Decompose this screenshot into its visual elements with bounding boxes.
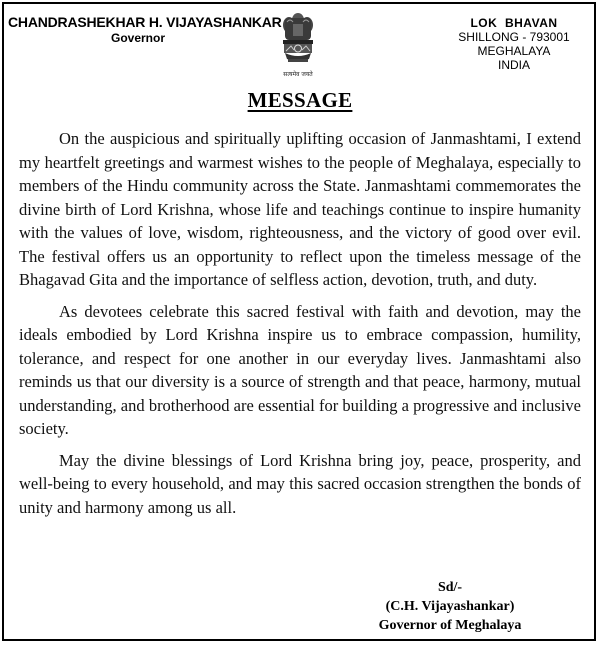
emblem-motto: सत्यमेव जयते [283, 71, 313, 78]
message-body [19, 127, 581, 527]
signature-sd: Sd/- [437, 580, 463, 595]
national-emblem-icon [276, 10, 320, 82]
sender-name: CHANDRASHEKHAR H. VIJAYASHANKAR [8, 14, 282, 30]
address-line-4: INDIA [497, 58, 530, 72]
address-line-2: SHILLONG - 793001 [458, 30, 570, 44]
signature-block [340, 578, 560, 635]
address-line-1: LOK BHAVAN [470, 16, 558, 30]
address-block [440, 16, 588, 72]
sender-title: Governor [110, 31, 165, 45]
signatory-designation: Governor of Meghalaya [378, 618, 522, 633]
message-heading: MESSAGE [247, 88, 353, 112]
sender-block [8, 14, 282, 45]
paragraph-3: May the divine blessings of Lord Krishna bring joy, peace, prosperity, and well-being to every household, and may this sacred occasion strengthen the bonds of unity and harmony among us all. [19, 450, 581, 517]
signatory-name: (C.H. Vijayashankar) [385, 599, 515, 614]
paragraph-2: As devotees celebrate this sacred festival with faith and devotion, may the ideals embodied by Lord Krishna inspire us to embrace compassion, humility, tolerance, and respect for one another in our everyday lives. Janmashtami also reminds us that our diversity is a source of strength and that peace, harmony, mutual understanding, and brotherhood are essential for building a progressive and inclusive society. [19, 301, 581, 438]
address-line-3: MEGHALAYA [477, 44, 551, 58]
paragraph-1: On the auspicious and spiritually uplifting occasion of Janmashtami, I extend my heartfelt greetings and warmest wishes to the people of Meghalaya, especially to members of the Hindu community across the State. Janmashtami commemorates the divine birth of Lord Krishna, whose life and teachings continue to inspire humanity with the values of love, wisdom, righteousness, and the victory of good over evil. The festival offers us an opportunity to reflect upon the timeless message of the Bhagavad Gita and the importance of selfless action, devotion, truth, and duty. [19, 129, 581, 289]
